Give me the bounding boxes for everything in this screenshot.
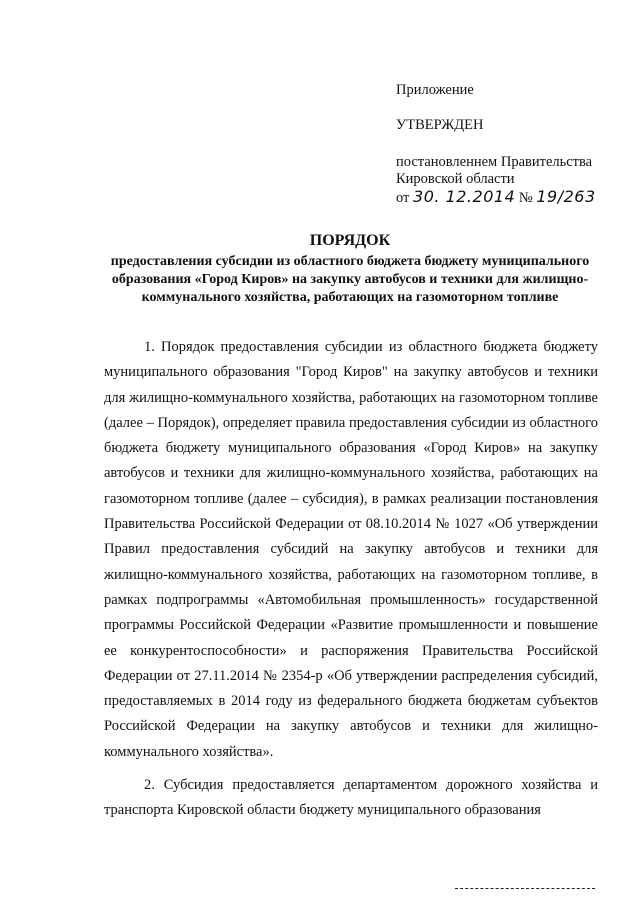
document-body (104, 335, 598, 832)
footer-divider (455, 888, 595, 890)
paragraph-2: 2. Субсидия предоставляется департаментом дорожного хозяйства и транспорта Кировской области бюджету муниципального образования (104, 777, 598, 819)
appendix-label: Приложение (396, 82, 474, 98)
date-prefix: от (396, 190, 410, 206)
decree-date-line (396, 188, 626, 207)
paragraph-1: 1. Порядок предоставления субсидии из областного бюджета бюджету муниципального образования "Город Киров" на закупку автобусов и техники для жилищно-коммунального хозяйства, работающих на газомоторном топливе (далее – Порядок), определяет правила предоставления субсидии из областного бюджета бюджету муниципального образования «Город Киров» на закупку автобусов и техники для жилищно-коммунального хозяйства, работающих на газомоторном топливе (далее – субсидия), в рамках реализации постановления Правительства Российской Федерации от 08.10.2014 № 1027 «Об утверждении Правил предоставления субсидий на закупку автобусов и техники для жилищно-коммунального хозяйства, работающих на газомоторном топливе, в рамках подпрограммы «Автомобильная промышленность» государственной программы Российской Федерации «Развитие промышленности и повышение ее конкурентоспособности» и распоряжения Правительства Российской Федерации от 27.11.2014 № 2354-р «Об утверждении распределения субсидий, предоставляемых в 2014 году из федерального бюджета бюджетам субъектов Российской Федерации на закупку автобусов и техники для жилищно-коммунального хозяйства». (104, 339, 598, 760)
approved-label: УТВЕРЖДЕН (396, 117, 484, 133)
document-heading: ПОРЯДОК (309, 232, 391, 249)
number-prefix: № (518, 190, 533, 206)
handwritten-date: 30. 12.2014 (413, 187, 516, 206)
approval-block (396, 82, 626, 207)
decree-line-2: Кировской области (396, 171, 515, 187)
document-title-block (100, 232, 600, 307)
handwritten-number: 19/263 (536, 187, 596, 206)
decree-line-1: постановленнем Правительства (396, 154, 593, 170)
document-subtitle: предоставления субсидии из областного бюджета бюджету муниципального образования «Город Киров» на закупку автобусов и техники для жилищно-коммунального хозяйства, работающих на газомоторном топливе (110, 254, 590, 305)
